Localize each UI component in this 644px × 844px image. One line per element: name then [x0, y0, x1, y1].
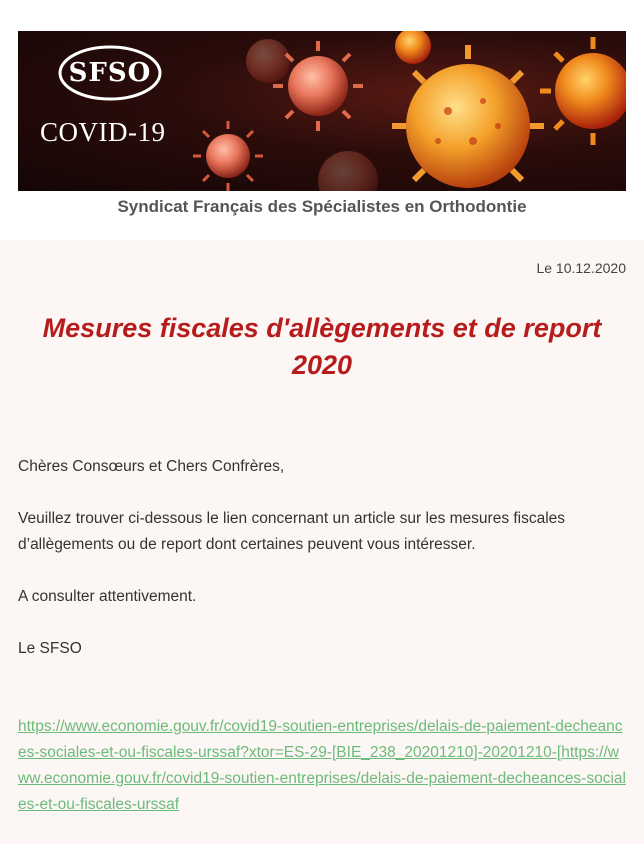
article-title: Mesures fiscales d'allègements et de report 2020 — [42, 313, 602, 380]
logo-text: SFSO — [68, 58, 152, 88]
sfso-logo — [56, 43, 164, 103]
body-text: Veuillez trouver ci-dessous le lien concernant un article sur les mesures fiscales d’allègements ou de report dont certaines peuvent vous intéresser. — [18, 510, 566, 553]
signature-text: Le SFSO — [18, 640, 82, 657]
article-date: Le 10.12.2020 — [536, 260, 626, 276]
email-header — [0, 0, 644, 240]
advice-text: A consulter attentivement. — [18, 588, 197, 605]
banner-title: COVID-19 — [40, 117, 166, 147]
greeting-text: Chères Consœurs et Chers Confrères, — [18, 458, 285, 475]
article-link[interactable]: https://www.economie.gouv.fr/covid19-soutien-entreprises/delais-de-paiement-decheances-sociales-et-ou-fiscales-urssaf?xtor=ES-29-[BIE_238_20201210]-20201210-[https://www.economie.gouv.fr/covid19-soutien-entreprises/delais-de-paiement-decheances-sociales-et-ou-fiscales-urssaf — [18, 718, 626, 813]
covid-banner-image — [18, 31, 626, 191]
email-body — [0, 240, 644, 844]
organization-name: Syndicat Français des Spécialistes en Orthodontie — [117, 197, 527, 216]
